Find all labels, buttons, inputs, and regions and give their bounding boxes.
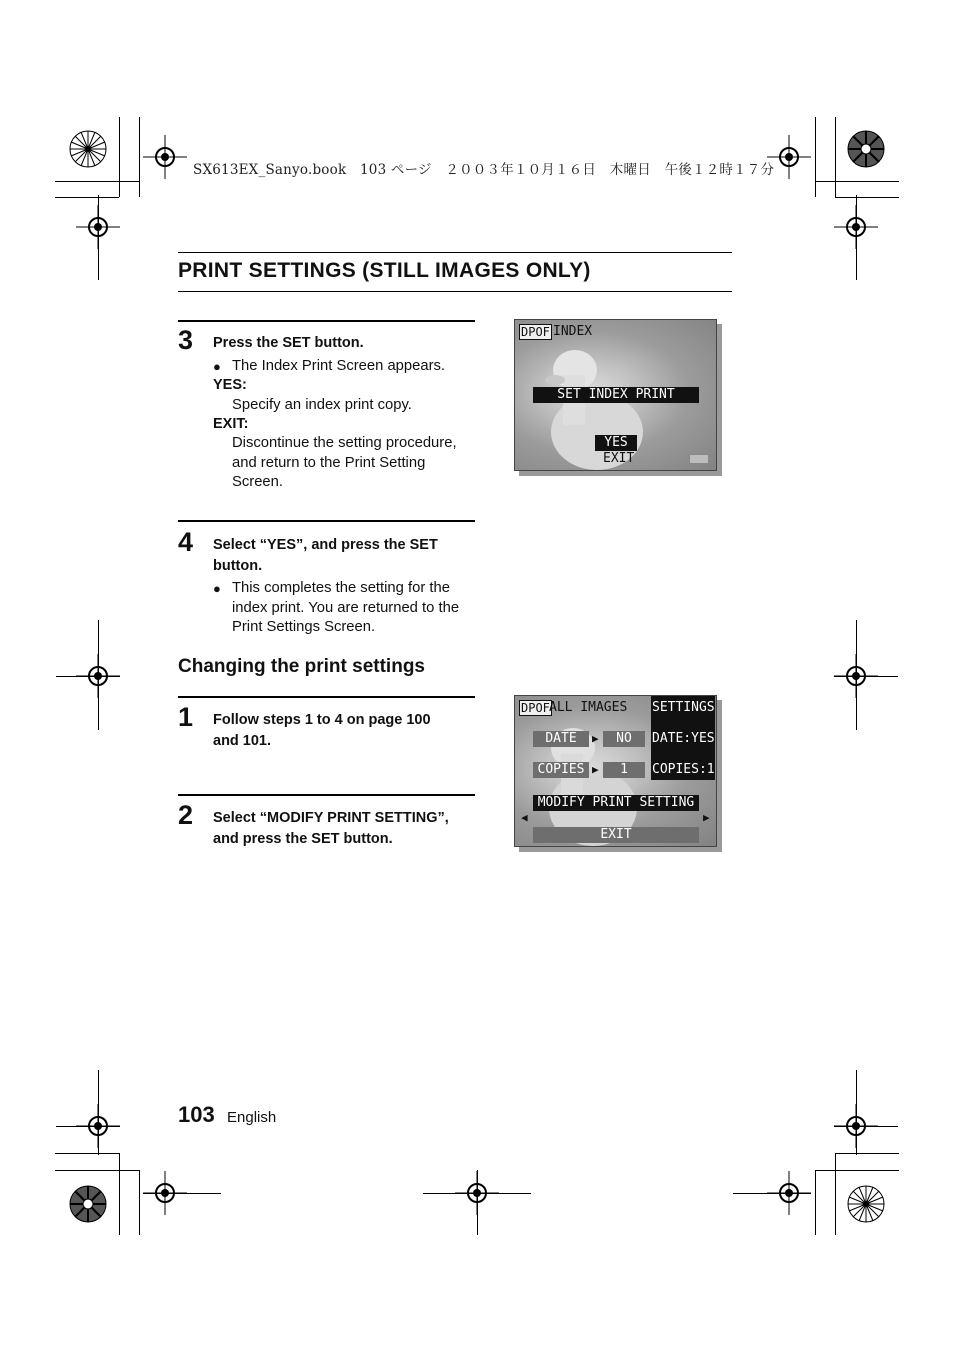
step-rule <box>178 320 475 322</box>
exit-option[interactable]: EXIT <box>533 827 699 843</box>
banner-set-index-print: SET INDEX PRINT <box>533 387 699 403</box>
crosshair-icon <box>834 1104 878 1153</box>
step-title-line: Follow steps 1 to 4 on page 100 <box>213 712 431 728</box>
crosshair-icon <box>767 1171 811 1220</box>
step-title-line: and 101. <box>213 733 272 749</box>
yes-description: Specify an index print copy. <box>232 397 412 413</box>
date-option[interactable]: NO <box>603 731 645 747</box>
option-exit[interactable]: EXIT <box>603 451 635 466</box>
option-yes[interactable]: YES <box>595 435 637 451</box>
step-bullet-line: This completes the setting for the <box>232 580 450 596</box>
copies-label[interactable]: COPIES <box>533 762 589 778</box>
step-number: 2 <box>178 800 194 830</box>
step-rule <box>178 520 475 522</box>
title-top-rule <box>178 252 732 253</box>
arrow-right-icon: ▶ <box>592 732 599 745</box>
step-number: 3 <box>178 325 194 355</box>
settings-date-value: DATE:YES <box>652 731 715 746</box>
exit-description-line: Discontinue the setting procedure, <box>232 435 457 451</box>
page-number: 103 <box>178 1102 215 1127</box>
step-bullet-line: Print Settings Screen. <box>232 619 376 635</box>
step-rule <box>178 696 475 698</box>
step-bullet-text: The Index Print Screen appears. <box>232 358 446 374</box>
print-meta-line: SX613EX_Sanyo.book 103 ページ ２００３年１０月１６日 木曜日 午後１２時１７分 <box>193 162 775 178</box>
crosshair-icon <box>834 654 878 703</box>
modify-print-setting-option[interactable]: MODIFY PRINT SETTING <box>533 795 699 811</box>
crosshair-icon <box>143 135 187 184</box>
screen-mode-label: INDEX <box>553 324 593 339</box>
step-title-line: and press the SET button. <box>213 831 393 847</box>
step-title-line: button. <box>213 558 263 574</box>
registration-target-icon <box>67 128 109 175</box>
bullet-icon: ● <box>213 359 221 374</box>
crosshair-icon <box>76 1104 120 1153</box>
dpof-badge: DPOF <box>521 701 550 715</box>
step-number: 1 <box>178 702 194 732</box>
arrow-left-icon: ◀ <box>521 811 528 824</box>
yes-label: YES: <box>213 377 247 393</box>
settings-copies-value: COPIES:1 <box>652 762 715 777</box>
camera-screen-index <box>514 319 717 471</box>
settings-panel-title: SETTINGS <box>652 700 715 715</box>
step-title-line: Select “YES”, and press the SET <box>213 537 438 553</box>
subsection-title: Changing the print settings <box>178 656 425 677</box>
step-rule <box>178 794 475 796</box>
arrow-right-icon: ▶ <box>592 763 599 776</box>
exit-description-line: Screen. <box>232 474 283 490</box>
exit-description-line: and return to the Print Setting <box>232 455 426 471</box>
title-bottom-rule <box>178 291 732 292</box>
card-icon <box>689 454 709 464</box>
step-title-line: Select “MODIFY PRINT SETTING”, <box>213 810 449 826</box>
language-label: English <box>227 1109 277 1126</box>
step-title: Press the SET button. <box>213 335 364 351</box>
crosshair-icon <box>143 1171 187 1220</box>
bullet-icon: ● <box>213 581 221 596</box>
registration-target-icon <box>67 1183 109 1230</box>
step-number: 4 <box>178 527 194 557</box>
camera-screen-settings <box>514 695 717 847</box>
section-title: PRINT SETTINGS (STILL IMAGES ONLY) <box>178 259 591 282</box>
copies-option[interactable]: 1 <box>603 762 645 778</box>
step-bullet-line: index print. You are returned to the <box>232 600 460 616</box>
dpof-badge: DPOF <box>521 325 550 339</box>
screen-mode-label: ALL IMAGES <box>549 700 628 715</box>
arrow-right-icon: ▶ <box>703 811 710 824</box>
registration-target-icon <box>845 1183 887 1230</box>
exit-label: EXIT: <box>213 416 249 432</box>
date-label[interactable]: DATE <box>533 731 589 747</box>
registration-target-icon <box>845 128 887 175</box>
crosshair-icon <box>76 654 120 703</box>
